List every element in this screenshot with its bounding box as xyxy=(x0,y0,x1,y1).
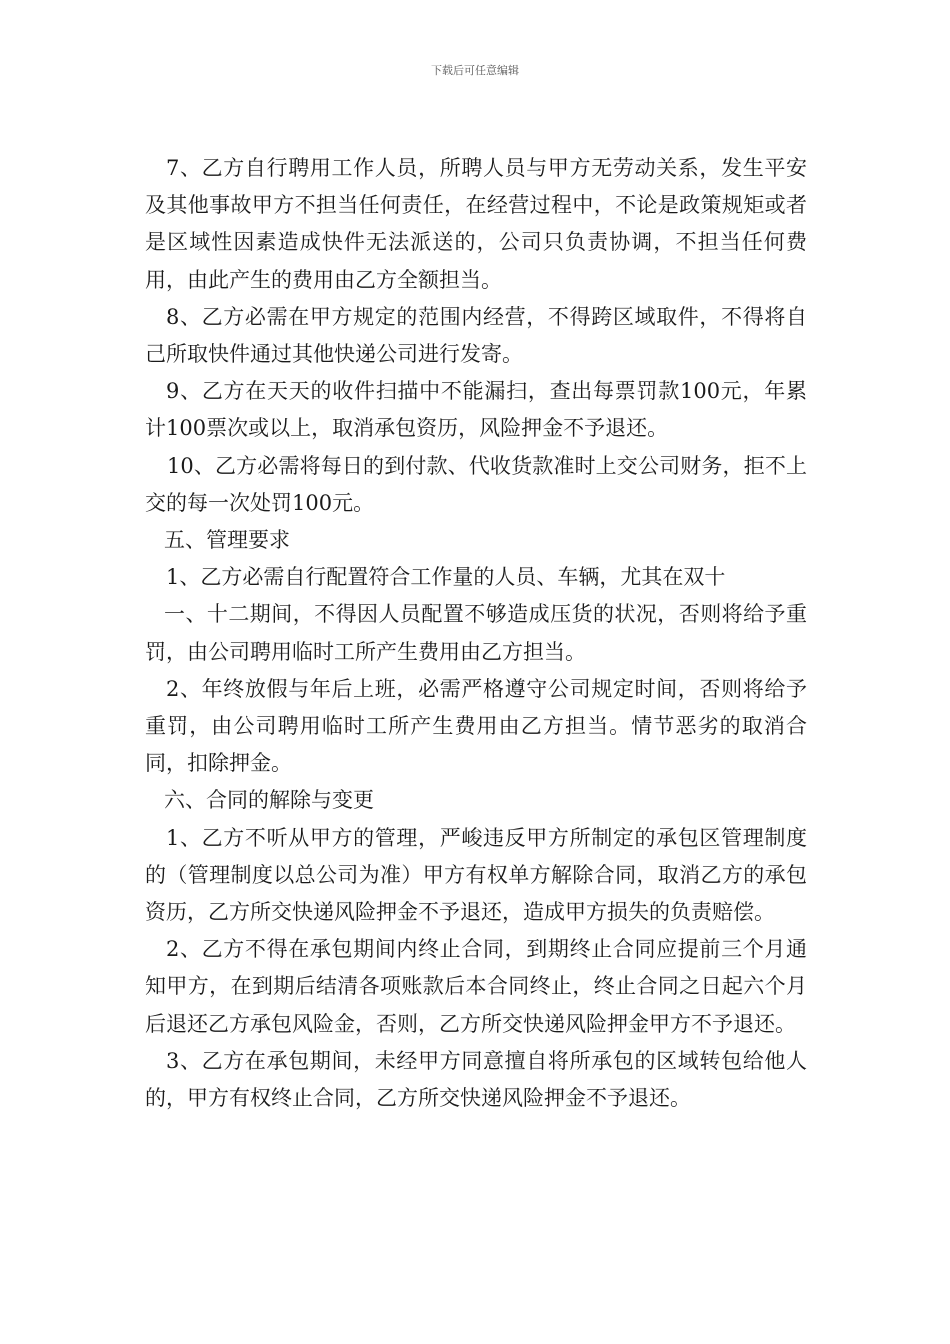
clause-6-3: 3、乙方在承包期间，未经甲方同意擅自将所承包的区域转包给他人的，甲方有权终止合同，乙方所交快递风险押金不予退还。 xyxy=(145,1048,807,1111)
clause-5-2: 2、年终放假与年后上班，必需严格遵守公司规定时间，否则将给予重罚，由公司聘用临时工所产生费用由乙方担当。情节恶劣的取消合同，扣除押金。 xyxy=(145,676,807,776)
clause-5-1: 1、乙方必需自行配置符合工作量的人员、车辆，尤其在双十 xyxy=(166,565,726,590)
document-body xyxy=(145,150,807,1117)
section-heading-6: 六、合同的解除与变更 xyxy=(164,788,374,813)
clause-4-7: 7、乙方自行聘用工作人员，所聘人员与甲方无劳动关系，发生平安及其他事故甲方不担当任何责任，在经营过程中，不论是政策规矩或者是区域性因素造成快件无法派送的，公司只负责协调，不担当任何费用，由此产生的费用由乙方全额担当。 xyxy=(145,156,807,292)
clause-5-1-continued: 一、十二期间，不得因人员配置不够造成压货的状况，否则将给予重罚，由公司聘用临时工所产生费用由乙方担当。 xyxy=(145,602,807,664)
clause-6-2: 2、乙方不得在承包期间内终止合同，到期终止合同应提前三个月通知甲方，在到期后结清各项账款后本合同终止，终止合同之日起六个月后退还乙方承包风险金，否则，乙方所交快递风险押金甲方不予退还。 xyxy=(145,937,807,1036)
clause-6-1: 1、乙方不听从甲方的管理，严峻违反甲方所制定的承包区管理制度的（管理制度以总公司为准）甲方有权单方解除合同，取消乙方的承包资历，乙方所交快递风险押金不予退还，造成甲方损失的负责赔偿。 xyxy=(145,825,807,925)
section-heading-5: 五、管理要求 xyxy=(164,528,290,553)
page-header: 下载后可任意编辑 xyxy=(431,64,519,77)
clause-4-9: 9、乙方在天天的收件扫描中不能漏扫，查出每票罚款100元，年累计100票次或以上，取消承包资历，风险押金不予退还。 xyxy=(145,379,807,441)
clause-4-8: 8、乙方必需在甲方规定的范围内经营，不得跨区域取件，不得将自己所取快件通过其他快递公司进行发寄。 xyxy=(145,304,807,367)
clause-4-10: 10、乙方必需将每日的到付款、代收货款准时上交公司财务，拒不上交的每一次处罚100元。 xyxy=(145,453,807,515)
